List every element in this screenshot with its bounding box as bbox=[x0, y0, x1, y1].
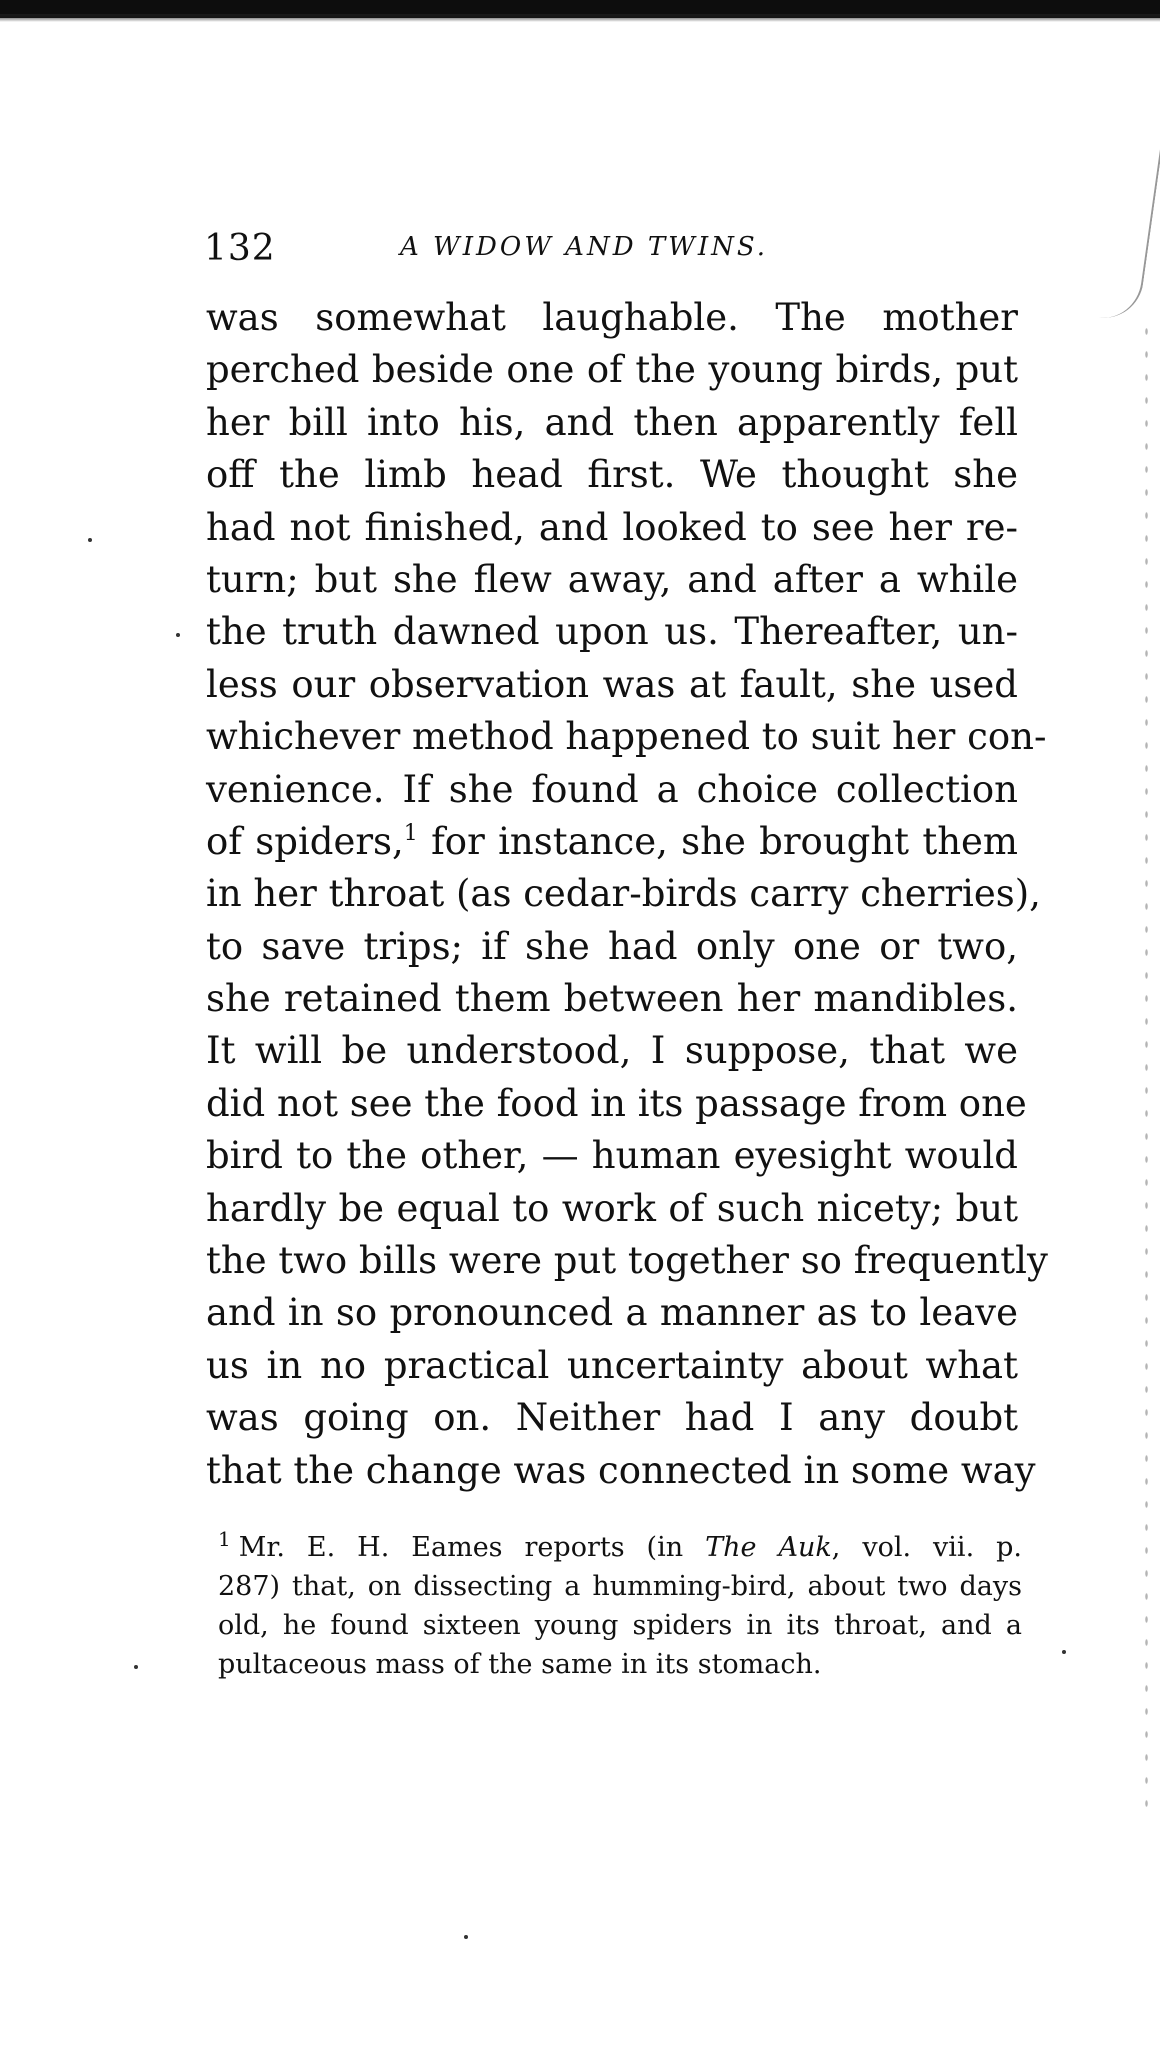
text-line: had not finished, and looked to see her re- bbox=[206, 505, 1018, 549]
footnote-text: , vol. vii. p. bbox=[831, 1532, 1023, 1563]
text-line: hardly be equal to work of such nicety; but bbox=[206, 1186, 1018, 1230]
text-line: was going on. Neither had I any doubt bbox=[206, 1396, 1018, 1440]
text-line: was somewhat laughable. The mother bbox=[206, 296, 1018, 339]
page-curl-shadow bbox=[1076, 57, 1160, 323]
footnote-marker: 1 bbox=[218, 1527, 231, 1551]
text-line: off the limb head first. We thought she bbox=[206, 453, 1018, 497]
scan-speck bbox=[176, 633, 180, 637]
text-line: to save trips; if she had only one or two, bbox=[206, 924, 1018, 968]
footnote-line: 287) that, on dissecting a humming-bird, about two days bbox=[218, 1571, 1022, 1602]
text-line: perched beside one of the young birds, put bbox=[206, 348, 1018, 392]
footnote-line: pultaceous mass of the same in its stomach. bbox=[218, 1649, 822, 1680]
text-line: did not see the food in its passage from one bbox=[206, 1081, 1027, 1125]
text-line-with-footnote bbox=[206, 816, 1018, 868]
text-line: whichever method happened to suit her con- bbox=[206, 715, 1047, 759]
running-head bbox=[204, 228, 1024, 272]
text-line: less our observation was at fault, she used bbox=[206, 662, 1018, 706]
text-line: and in so pronounced a manner as to leave bbox=[206, 1291, 1018, 1335]
footnote-text: Mr. E. H. Eames reports (in bbox=[238, 1532, 684, 1563]
body-text bbox=[206, 292, 1048, 1497]
text-line: in her throat (as cedar-birds carry cherries), bbox=[206, 872, 1041, 916]
journal-title: The Auk bbox=[705, 1532, 832, 1563]
text-line: that the change was connected in some way bbox=[206, 1448, 1036, 1492]
text-line: venience. If she found a choice collection bbox=[206, 767, 1018, 811]
footnote bbox=[218, 1528, 1022, 1684]
footnote-reference: 1 bbox=[403, 820, 418, 846]
text-line: her bill into his, and then apparently fell bbox=[206, 400, 1018, 444]
text-segment: for instance, she brought them bbox=[431, 819, 1018, 863]
scan-speck bbox=[464, 1935, 468, 1939]
gutter-specks bbox=[1142, 320, 1154, 1820]
text-line: she retained them between her mandibles. bbox=[206, 977, 1018, 1021]
scan-speck bbox=[134, 1665, 138, 1669]
page-number: 132 bbox=[204, 228, 276, 269]
text-line: bird to the other, — human eyesight would bbox=[206, 1134, 1018, 1178]
text-line: the truth dawned upon us. Thereafter, un- bbox=[206, 610, 1018, 654]
text-line: It will be understood, I suppose, that we bbox=[206, 1029, 1018, 1073]
text-line: turn; but she flew away, and after a while bbox=[206, 557, 1018, 601]
scan-top-edge bbox=[0, 0, 1160, 18]
text-line: us in no practical uncertainty about what bbox=[206, 1343, 1018, 1387]
text-segment: of spiders, bbox=[206, 819, 404, 863]
footnote-line: old, he found sixteen young spiders in its throat, and a bbox=[218, 1610, 1022, 1641]
running-title: A WIDOW AND TWINS. bbox=[400, 232, 769, 262]
scan-speck bbox=[1062, 1650, 1066, 1654]
footnote-line bbox=[218, 1528, 1022, 1567]
text-line: the two bills were put together so frequently bbox=[206, 1239, 1048, 1283]
scan-speck bbox=[88, 538, 92, 542]
